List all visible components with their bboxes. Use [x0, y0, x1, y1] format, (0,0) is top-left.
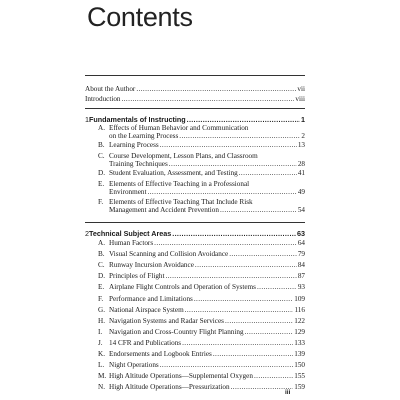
toc-entry[interactable]: [98, 169, 305, 178]
front-matter-page: viii: [295, 95, 305, 103]
entry-letter: L.: [98, 361, 105, 370]
entry-title-line: Visual Scanning and Collision Avoidance: [109, 250, 229, 259]
leader-dots: [182, 339, 293, 347]
entry-letter: C.: [98, 152, 105, 160]
toc-entry[interactable]: [98, 250, 305, 259]
entry-page: 64: [297, 239, 305, 247]
entry-title-line: Management and Accident Prevention: [109, 206, 219, 215]
section-divider: [85, 108, 305, 109]
toc-entry[interactable]: [98, 124, 305, 141]
leader-dots: [239, 169, 297, 177]
entry-page: 84: [297, 261, 305, 270]
entry-page: 129: [294, 327, 305, 336]
entry-page: 54: [297, 206, 305, 215]
leader-dots: [166, 272, 297, 280]
entry-page: 155: [294, 372, 305, 381]
toc-entry[interactable]: [98, 339, 305, 348]
chapter-page: 63: [297, 229, 305, 238]
toc-entry[interactable]: [98, 317, 305, 326]
leader-dots: [148, 188, 297, 196]
entry-title-line: Learning Process: [109, 141, 159, 149]
entry-letter: K.: [98, 350, 105, 358]
entry-letter: H.: [98, 316, 105, 325]
entry-title-line: Principles of Flight: [109, 272, 165, 281]
entry-title-line: High Altitude Operations—Supplemental Oxygen: [109, 372, 253, 381]
leader-dots: [160, 141, 297, 149]
entry-title-line: Environment: [109, 188, 147, 197]
leader-dots: [154, 239, 297, 247]
entry-letter: A.: [98, 239, 105, 247]
entry-title-line: Endorsements and Logbook Entries: [109, 350, 212, 358]
leader-dots: [254, 372, 293, 380]
entry-letter: C.: [98, 261, 105, 270]
leader-dots: [257, 283, 297, 291]
chapter-heading[interactable]: [85, 115, 305, 124]
entry-letter: J.: [98, 338, 103, 347]
chapter-number: 1: [85, 115, 89, 124]
entry-title-line: Elements of Effective Teaching in a Professional: [109, 180, 250, 188]
entry-title-line: Airplane Flight Controls and Operation of Systems: [109, 283, 256, 292]
page-title: Contents: [87, 2, 193, 32]
entry-page: 79: [297, 250, 305, 259]
entry-title-line: Navigation Systems and Radar Services: [109, 316, 224, 325]
toc-entry[interactable]: [98, 361, 305, 370]
entry-letter: E.: [98, 180, 105, 188]
toc-entry[interactable]: [98, 295, 305, 304]
entry-page: 116: [294, 305, 305, 314]
top-divider: [85, 75, 305, 76]
front-matter-label: About the Author: [85, 85, 136, 93]
entry-letter: D.: [98, 169, 105, 177]
toc-entry[interactable]: [98, 383, 305, 392]
entry-title-line: Runway Incursion Avoidance: [109, 261, 194, 270]
toc-entry[interactable]: [98, 328, 305, 337]
toc-entry[interactable]: [98, 152, 305, 169]
entry-title-line: Training Techniques: [109, 160, 168, 169]
leader-dots: [136, 85, 296, 93]
leader-dots: [194, 295, 293, 303]
entry-title-line: Course Development, Lesson Plans, and Classroom: [109, 152, 258, 160]
entry-letter: N.: [98, 383, 105, 392]
toc-entry[interactable]: [98, 141, 305, 150]
leader-dots: [213, 350, 293, 358]
entry-letter: B.: [98, 250, 105, 259]
entry-title-line: Performance and Limitations: [109, 294, 193, 303]
entry-title-line: Student Evaluation, Assessment, and Testing: [109, 169, 238, 177]
toc-entry[interactable]: [98, 372, 305, 381]
entry-letter: B.: [98, 141, 105, 149]
leader-dots: [195, 261, 297, 269]
leader-dots: [179, 132, 300, 140]
chapter-heading[interactable]: [85, 229, 305, 238]
front-matter-page: vii: [297, 85, 305, 93]
toc-entry[interactable]: [98, 283, 305, 292]
entry-letter: D.: [98, 272, 105, 281]
entry-title-line: 14 CFR and Publications: [109, 338, 182, 347]
leader-dots: [245, 328, 294, 336]
entry-page: 13: [297, 141, 305, 149]
entry-page: 159: [294, 383, 305, 392]
entry-page: 28: [297, 160, 305, 169]
toc-entry[interactable]: [98, 239, 305, 248]
entry-title-line: Human Factors: [109, 239, 154, 247]
entry-page: 109: [294, 294, 305, 303]
toc-entry[interactable]: [98, 180, 305, 197]
leader-dots: [172, 229, 296, 238]
entry-page: 150: [294, 361, 305, 370]
entry-page: 139: [294, 350, 305, 358]
toc-entry[interactable]: [98, 272, 305, 281]
toc-entry[interactable]: [98, 350, 305, 359]
entry-letter: G.: [98, 305, 105, 314]
toc-entry[interactable]: [98, 306, 305, 315]
entry-letter: F.: [98, 198, 104, 206]
entry-title-line: Night Operations: [109, 361, 159, 370]
entry-title-line: Effects of Human Behavior and Communication: [109, 124, 249, 132]
leader-dots: [231, 383, 294, 391]
toc-entry[interactable]: [98, 198, 305, 215]
front-matter-row[interactable]: [85, 85, 305, 93]
entry-title-line: Elements of Effective Teaching That Include Risk: [109, 198, 253, 206]
entry-page: 133: [294, 338, 305, 347]
entry-page: 122: [294, 316, 305, 325]
entry-page: 87: [297, 272, 305, 281]
entry-letter: F.: [98, 294, 104, 303]
leader-dots: [160, 361, 294, 369]
entry-page: 41: [297, 169, 305, 177]
leader-dots: [229, 250, 297, 258]
front-matter-label: Introduction: [85, 95, 121, 103]
front-matter-row[interactable]: [85, 95, 305, 103]
entry-letter: E.: [98, 283, 105, 292]
entry-title-line: Navigation and Cross-Country Flight Planning: [109, 327, 244, 336]
chapter-title: Fundamentals of Instructing: [89, 115, 186, 124]
entry-letter: M.: [98, 372, 107, 381]
section-divider: [85, 222, 305, 223]
entry-page: 2: [301, 132, 305, 141]
toc-entry[interactable]: [98, 261, 305, 270]
entry-title-line: National Airspace System: [109, 305, 184, 314]
leader-dots: [185, 306, 294, 314]
leader-dots: [187, 115, 300, 124]
chapter-number: 2: [85, 229, 89, 238]
entry-page: 93: [297, 283, 305, 292]
leader-dots: [225, 317, 293, 325]
leader-dots: [169, 160, 297, 168]
leader-dots: [220, 206, 297, 214]
entry-page: 49: [297, 188, 305, 197]
chapter-page: 1: [301, 115, 305, 124]
entry-title-line: High Altitude Operations—Pressurization: [109, 383, 230, 392]
page-number: iii: [285, 389, 291, 396]
leader-dots: [122, 95, 295, 103]
chapter-title: Technical Subject Areas: [89, 229, 172, 238]
entry-letter: I.: [98, 327, 103, 336]
entry-title-line: on the Learning Process: [109, 132, 179, 141]
entry-letter: A.: [98, 124, 105, 132]
